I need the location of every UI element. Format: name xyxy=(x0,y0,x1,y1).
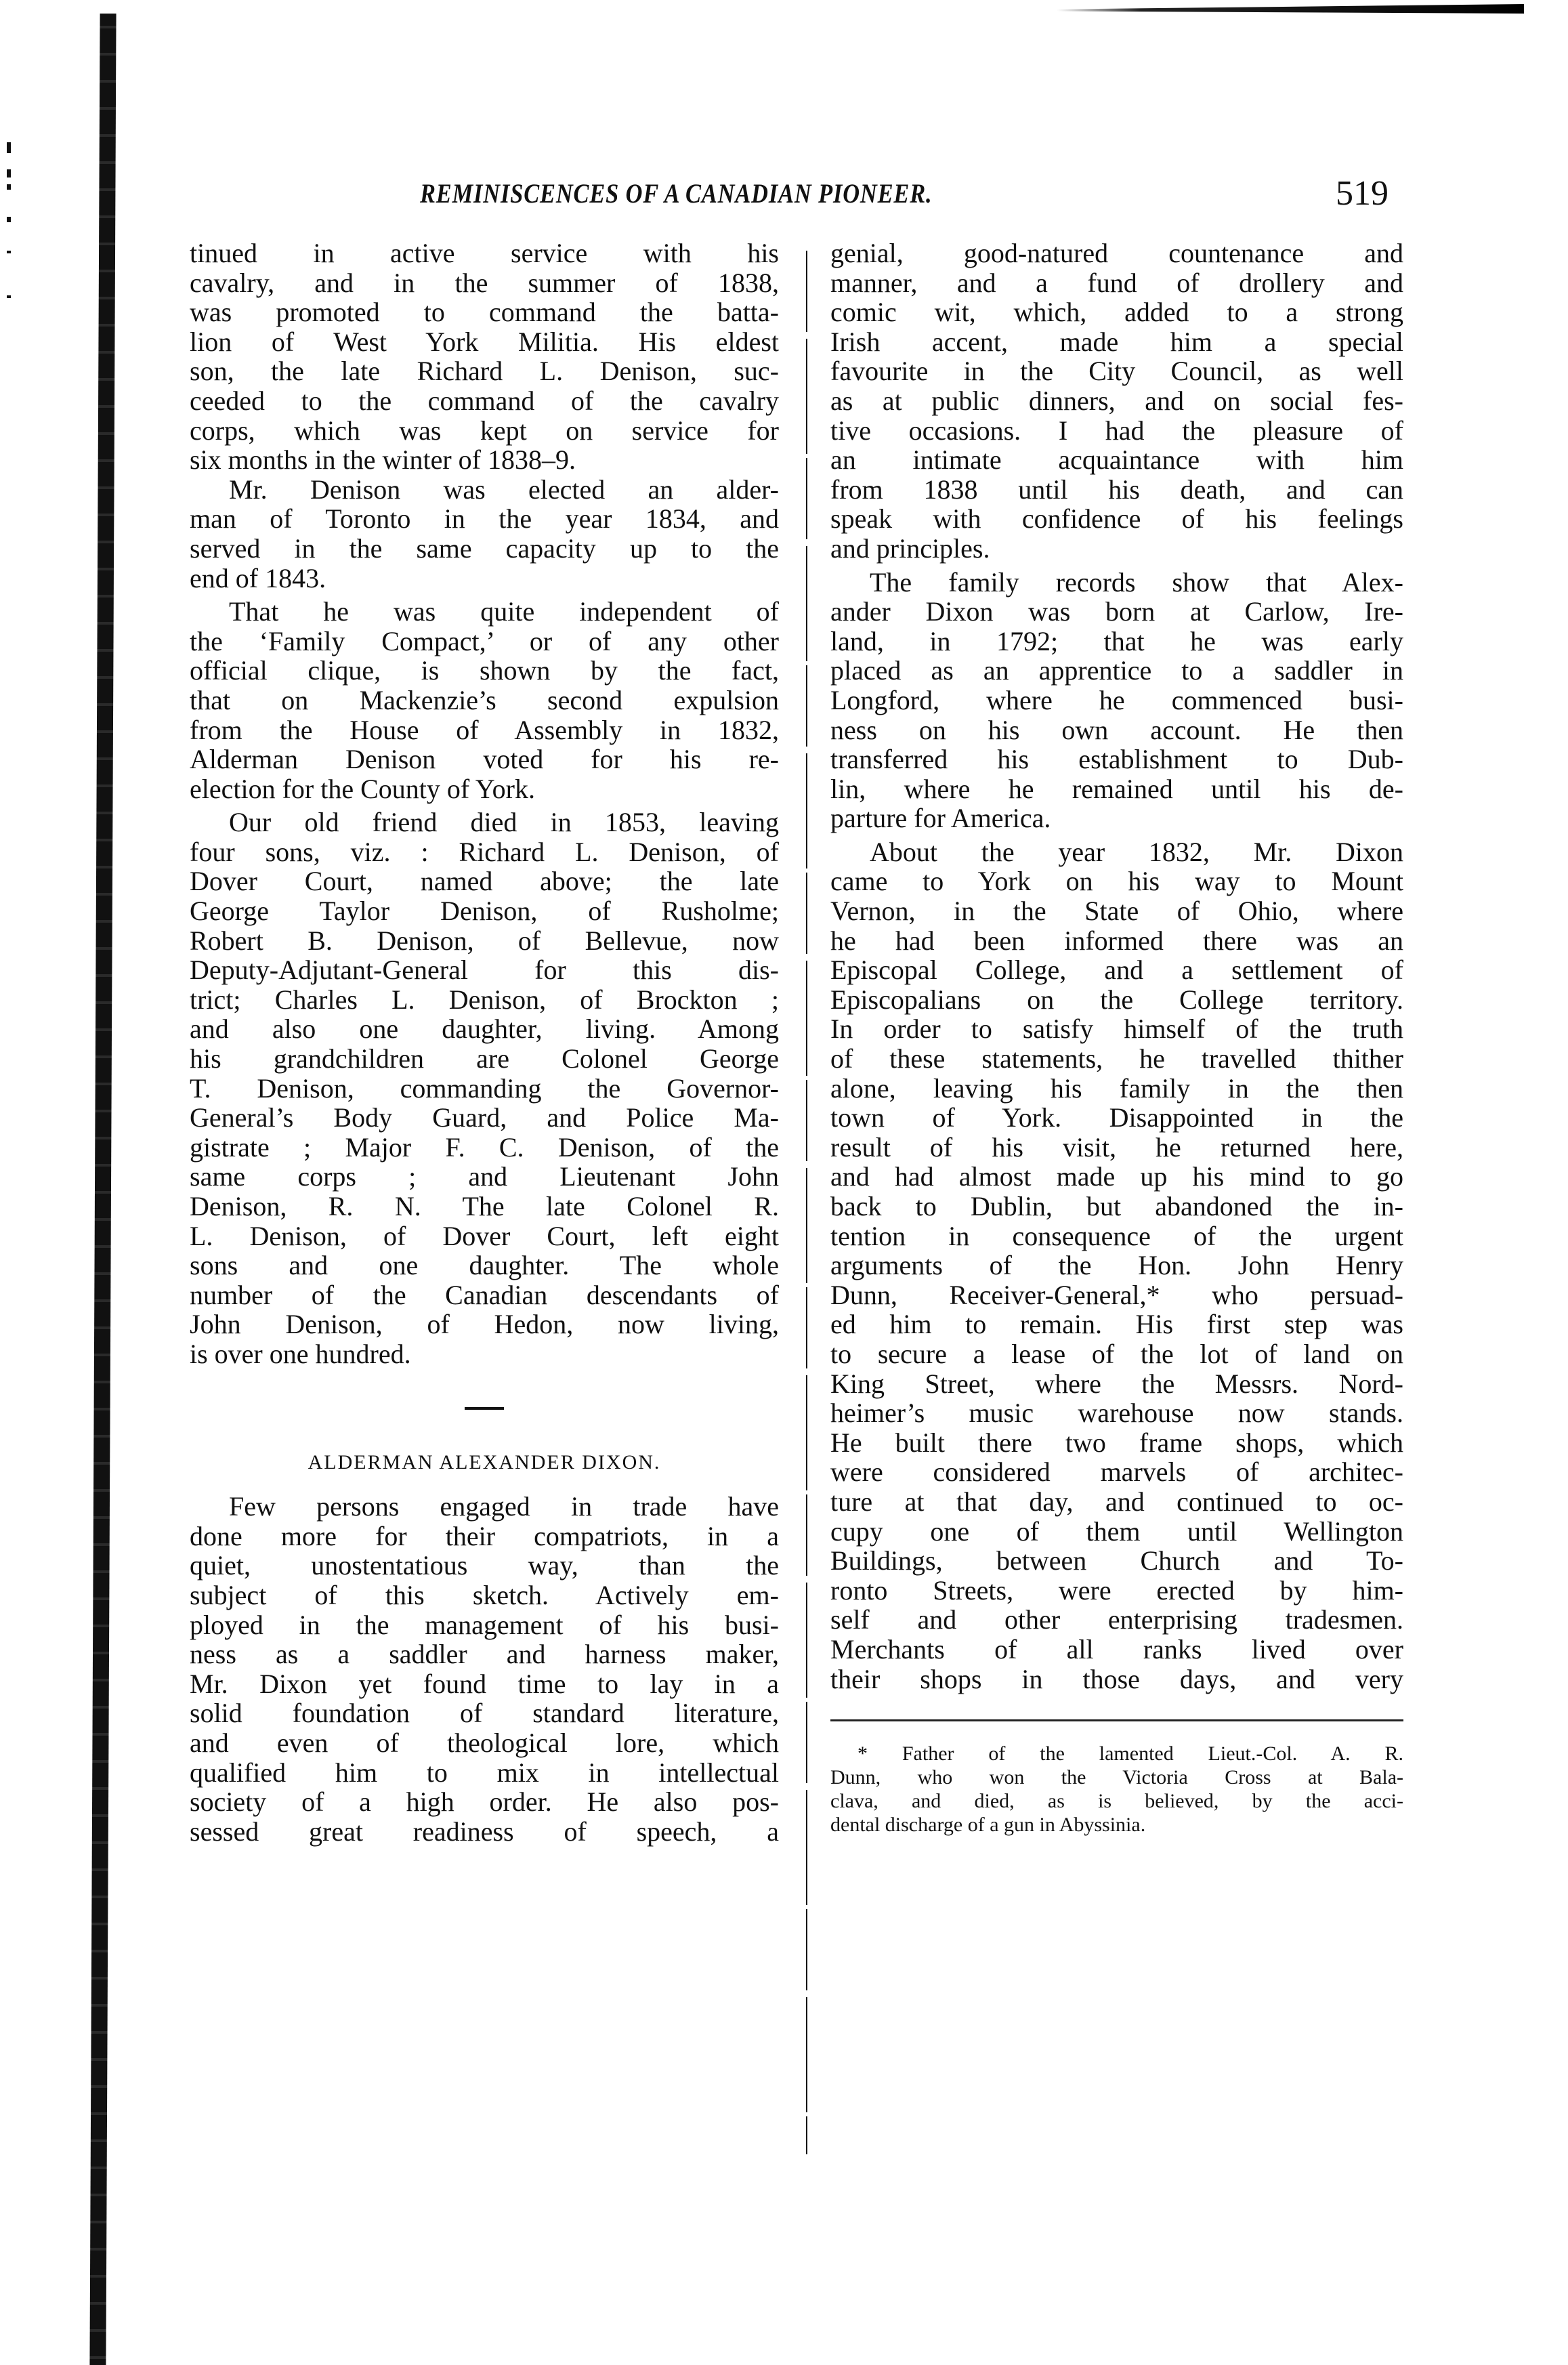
text-line: tention in consequence of the urgent xyxy=(830,1220,1403,1251)
text-line: T. Denison, commanding the Governor- xyxy=(190,1072,779,1104)
text-line: ronto Streets, were erected by him- xyxy=(830,1574,1403,1606)
text-line: Deputy-Adjutant-General for this dis- xyxy=(190,955,779,986)
paragraph xyxy=(830,568,1403,833)
text-line: Longford, where he commenced busi- xyxy=(830,684,1403,715)
text-line: society of a high order. He also pos- xyxy=(190,1786,779,1818)
text-line: ture at that day, and continued to oc- xyxy=(830,1486,1403,1517)
text-line: placed as an apprentice to a saddler in xyxy=(830,655,1403,686)
text-line: and had almost made up his mind to go xyxy=(830,1161,1403,1192)
section-heading: ALDERMAN ALEXANDER DIXON. xyxy=(308,1450,661,1473)
text-line: from the House of Assembly in 1832, xyxy=(190,714,779,745)
text-line: comic wit, which, added to a strong xyxy=(830,297,1403,328)
text-line: Vernon, in the State of Ohio, where xyxy=(830,896,1403,927)
paragraph xyxy=(190,238,779,475)
text-line: trict; Charles L. Denison, of Brockton ; xyxy=(190,984,779,1015)
text-line: that on Mackenzie’s second expulsion xyxy=(190,684,779,715)
footnote xyxy=(830,1742,1403,1837)
text-line: He built there two frame shops, which xyxy=(830,1427,1403,1458)
text-line: favourite in the City Council, as well xyxy=(830,356,1403,387)
text-line: * Father of the lamented Lieut.-Col. A. R. xyxy=(857,1742,1403,1765)
text-line: arguments of the Hon. John Henry xyxy=(830,1250,1403,1281)
text-line: man of Toronto in the year 1834, and xyxy=(190,503,779,535)
text-line: speak with confidence of his feelings xyxy=(830,503,1403,535)
text-line: tive occasions. I had the pleasure of xyxy=(830,415,1403,446)
right-column xyxy=(830,238,1403,1837)
text-line: town of York. Disappointed in the xyxy=(830,1102,1403,1133)
text-line: Dunn, Receiver-General,* who persuad- xyxy=(830,1279,1403,1310)
text-line: dental discharge of a gun in Abyssinia. xyxy=(830,1814,1146,1837)
text-line: same corps ; and Lieutenant John xyxy=(190,1161,779,1192)
text-line: In order to satisfy himself of the truth xyxy=(830,1013,1403,1045)
paragraph xyxy=(190,808,779,1368)
text-line: was promoted to command the batta- xyxy=(190,297,779,328)
text-line: and principles. xyxy=(830,532,990,564)
text-line: lin, where he remained until his de- xyxy=(830,773,1403,804)
text-line: The family records show that Alex- xyxy=(870,566,1403,598)
paragraph xyxy=(190,1492,779,1846)
text-line: General’s Body Guard, and Police Ma- xyxy=(190,1102,779,1133)
left-column xyxy=(190,238,779,1846)
text-line: ness as a saddler and harness maker, xyxy=(190,1639,779,1670)
text-line: cavalry, and in the summer of 1838, xyxy=(190,267,779,298)
paragraph xyxy=(830,837,1403,1694)
text-line: ander Dixon was born at Carlow, Ire- xyxy=(830,596,1403,627)
paragraph xyxy=(830,238,1403,564)
text-line: served in the same capacity up to the xyxy=(190,532,779,564)
text-line: sessed great readiness of speech, a xyxy=(190,1816,779,1847)
text-line: quiet, unostentatious way, than the xyxy=(190,1550,779,1581)
section-separator-rule xyxy=(465,1407,504,1410)
text-line: Alderman Denison voted for his re- xyxy=(190,744,779,775)
text-line: transferred his establishment to Dub- xyxy=(830,744,1403,775)
text-line: parture for America. xyxy=(830,803,1051,834)
text-line: were considered marvels of architec- xyxy=(830,1457,1403,1488)
footnote-rule xyxy=(830,1719,1403,1721)
text-line: to secure a lease of the lot of land on xyxy=(830,1338,1403,1369)
text-line: cupy one of them until Wellington xyxy=(830,1515,1403,1547)
text-line: his grandchildren are Colonel George xyxy=(190,1043,779,1074)
text-line: Few persons engaged in trade have xyxy=(229,1491,779,1522)
text-line: ness on his own account. He then xyxy=(830,714,1403,745)
text-line: Dunn, who won the Victoria Cross at Bala- xyxy=(830,1766,1403,1789)
text-line: corps, which was kept on service for xyxy=(190,415,779,446)
text-line: end of 1843. xyxy=(190,562,326,593)
text-line: official clique, is shown by the fact, xyxy=(190,655,779,686)
text-line: number of the Canadian descendants of xyxy=(190,1279,779,1310)
text-line: Mr. Dixon yet found time to lay in a xyxy=(190,1668,779,1699)
text-line: Episcopalians on the College territory. xyxy=(830,984,1403,1015)
paragraph xyxy=(190,597,779,803)
text-line: back to Dublin, but abandoned the in- xyxy=(830,1191,1403,1221)
text-line: son, the late Richard L. Denison, suc- xyxy=(190,356,779,387)
text-line: six months in the winter of 1838–9. xyxy=(190,444,576,476)
text-line: of these statements, he travelled thither xyxy=(830,1043,1403,1074)
text-line: subject of this sketch. Actively em- xyxy=(190,1579,779,1610)
text-line: as at public dinners, and on social fes- xyxy=(830,385,1403,416)
text-line: Mr. Denison was elected an alder- xyxy=(229,474,779,505)
text-line: ceeded to the command of the cavalry xyxy=(190,385,779,416)
text-line: land, in 1792; that he was early xyxy=(830,625,1403,656)
text-line: heimer’s music warehouse now stands. xyxy=(830,1398,1403,1429)
text-line: About the year 1832, Mr. Dixon xyxy=(870,836,1403,867)
text-line: John Denison, of Hedon, now living, xyxy=(190,1309,779,1340)
text-line: sons and one daughter. The whole xyxy=(190,1250,779,1281)
scan-top-edge-mark xyxy=(1057,4,1524,14)
text-line: qualified him to mix in intellectual xyxy=(190,1757,779,1788)
text-line: Dover Court, named above; the late xyxy=(190,866,779,897)
text-line: four sons, viz. : Richard L. Denison, of xyxy=(190,836,779,867)
text-line: manner, and a fund of drollery and xyxy=(830,267,1403,298)
text-line: from 1838 until his death, and can xyxy=(830,474,1403,505)
text-line: and even of theological lore, which xyxy=(190,1727,779,1758)
page-number: 519 xyxy=(1336,174,1389,213)
text-line: L. Denison, of Dover Court, left eight xyxy=(190,1220,779,1251)
text-line: ed him to remain. His first step was xyxy=(830,1309,1403,1340)
text-line: gistrate ; Major F. C. Denison, of the xyxy=(190,1131,779,1163)
text-line: is over one hundred. xyxy=(190,1338,411,1369)
running-head xyxy=(420,174,1436,218)
text-line: King Street, where the Messrs. Nord- xyxy=(830,1368,1403,1399)
text-line: Irish accent, made him a special xyxy=(830,326,1403,357)
text-line: clava, and died, as is believed, by the acci- xyxy=(830,1790,1403,1813)
running-title: REMINISCENCES OF A CANADIAN PIONEER. xyxy=(420,178,933,209)
text-line: came to York on his way to Mount xyxy=(830,866,1403,897)
text-line: self and other enterprising tradesmen. xyxy=(830,1604,1403,1635)
text-line: he had been informed there was an xyxy=(830,925,1403,956)
paragraph xyxy=(190,475,779,593)
text-line: tinued in active service with his xyxy=(190,238,779,268)
text-line: Merchants of all ranks lived over xyxy=(830,1633,1403,1665)
column-divider xyxy=(806,251,807,2154)
text-line: their shops in those days, and very xyxy=(830,1663,1403,1694)
text-line: Buildings, between Church and To- xyxy=(830,1545,1403,1576)
text-line: election for the County of York. xyxy=(190,773,535,804)
text-line: alone, leaving his family in the then xyxy=(830,1072,1403,1104)
margin-specks xyxy=(4,142,18,305)
text-line: solid foundation of standard literature, xyxy=(190,1698,779,1729)
text-line: Our old friend died in 1853, leaving xyxy=(229,807,779,838)
text-line: ployed in the management of his busi- xyxy=(190,1609,779,1640)
text-line: Episcopal College, and a settlement of xyxy=(830,955,1403,986)
book-binding-edge xyxy=(89,14,116,2365)
text-line: lion of West York Militia. His eldest xyxy=(190,326,779,357)
text-line: George Taylor Denison, of Rusholme; xyxy=(190,896,779,927)
text-line: genial, good-natured countenance and xyxy=(830,238,1403,268)
text-line: an intimate acquaintance with him xyxy=(830,444,1403,476)
text-line: done more for their compatriots, in a xyxy=(190,1520,779,1551)
text-line: result of his visit, he returned here, xyxy=(830,1131,1403,1163)
text-line: Denison, R. N. The late Colonel R. xyxy=(190,1191,779,1221)
text-line: and also one daughter, living. Among xyxy=(190,1013,779,1045)
text-line: the ‘Family Compact,’ or of any other xyxy=(190,625,779,656)
text-line: That he was quite independent of xyxy=(229,596,779,627)
text-line: Robert B. Denison, of Bellevue, now xyxy=(190,925,779,956)
